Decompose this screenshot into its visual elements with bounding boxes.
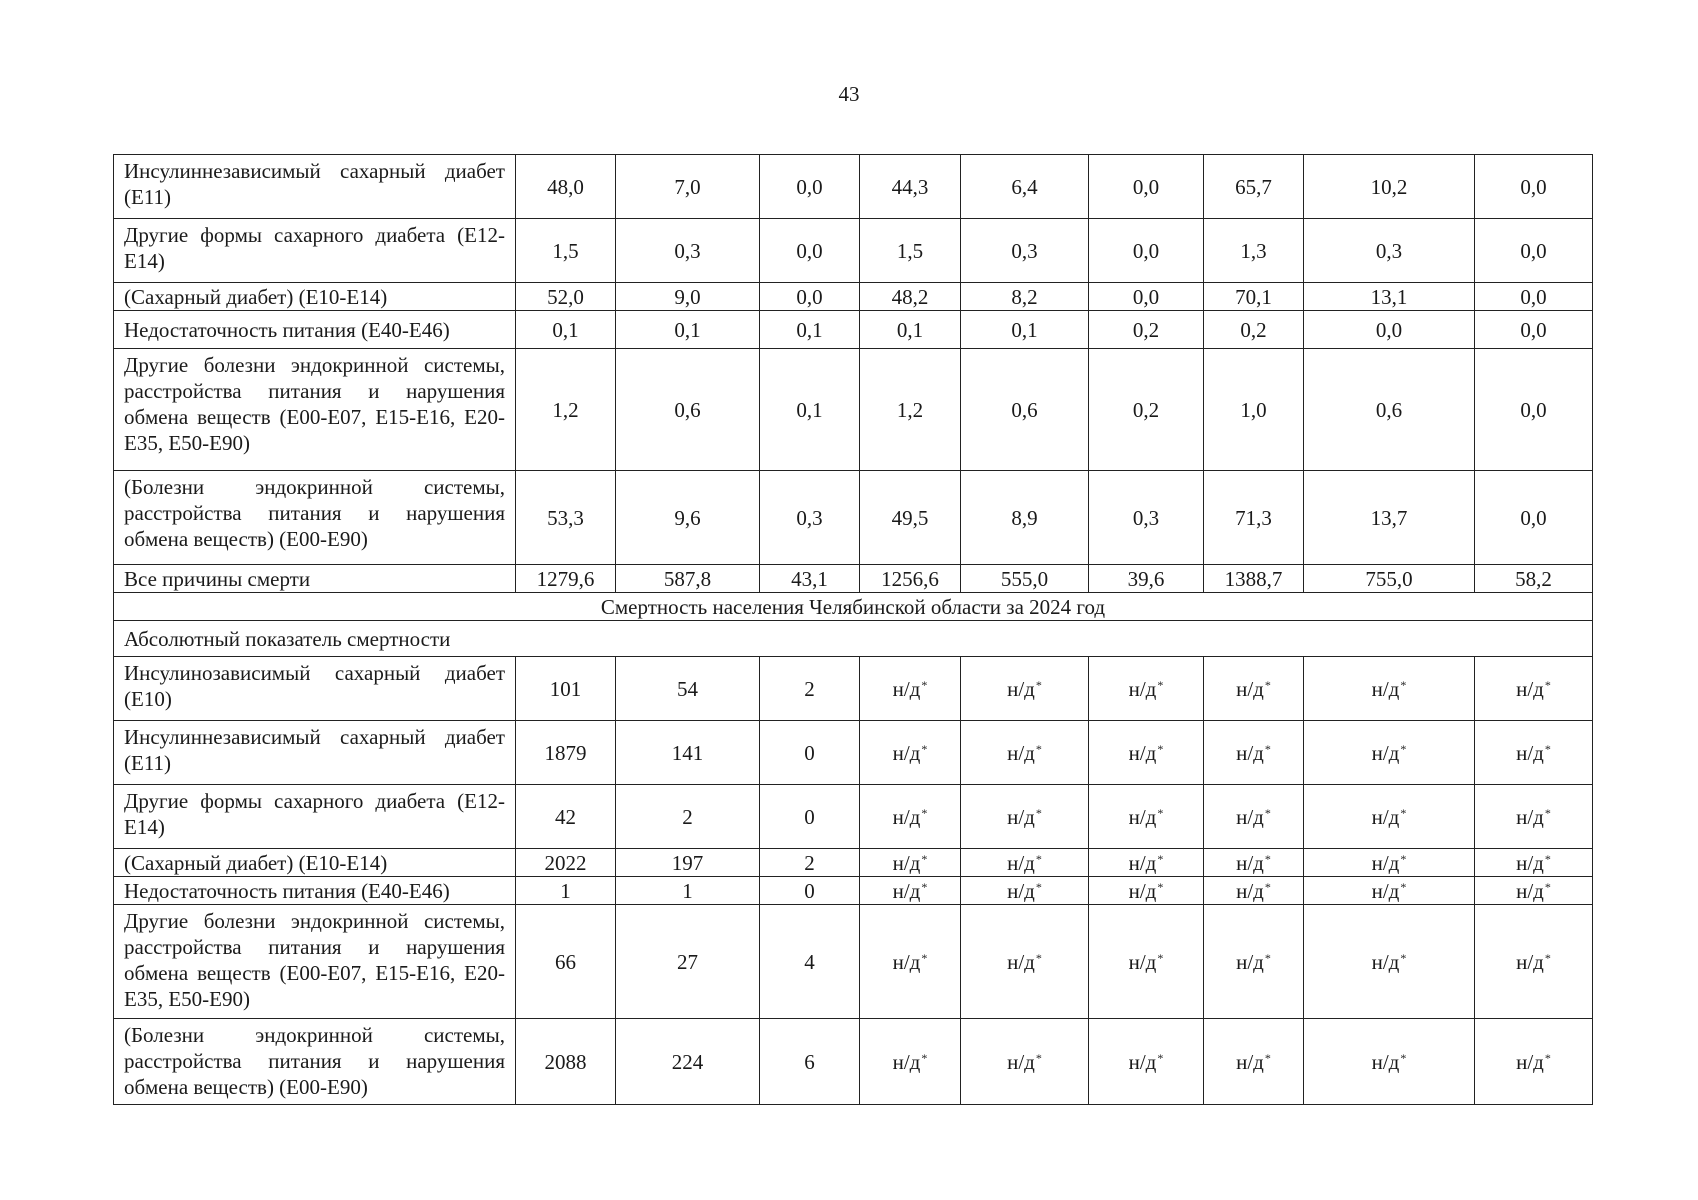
section-row <box>114 593 1593 621</box>
table-cell: 2 <box>760 849 860 877</box>
table-cell: 0,1 <box>516 311 616 349</box>
table-cell: 0,1 <box>760 349 860 471</box>
no-data-value: н/д <box>1371 878 1400 903</box>
footnote-mark: * <box>1544 741 1551 756</box>
no-data-value: н/д <box>1371 850 1400 875</box>
footnote-mark: * <box>1544 1050 1551 1065</box>
table-cell <box>1089 657 1204 721</box>
no-data-value: н/д <box>892 949 921 974</box>
table-cell: 0,1 <box>760 311 860 349</box>
table-cell: 1,2 <box>516 349 616 471</box>
table-cell: 0,2 <box>1089 311 1204 349</box>
table-cell <box>1089 849 1204 877</box>
table-cell: 1,0 <box>1204 349 1304 471</box>
table-cell: 0 <box>760 721 860 785</box>
footnote-mark: * <box>1544 805 1551 820</box>
table-cell: 49,5 <box>860 471 961 565</box>
table-row <box>114 785 1593 849</box>
table-cell: 0,3 <box>1304 219 1475 283</box>
table-cell <box>1204 905 1304 1019</box>
row-label: Недостаточность питания (Е40-Е46) <box>114 311 516 349</box>
no-data-value: н/д <box>1007 740 1035 765</box>
row-label: Инсулиннезависимый сахарный диабет (Е11) <box>114 155 516 219</box>
table-cell: 197 <box>616 849 760 877</box>
table-cell: 44,3 <box>860 155 961 219</box>
footnote-mark: * <box>921 741 928 756</box>
footnote-mark: * <box>1157 879 1164 894</box>
table-cell <box>860 657 961 721</box>
no-data-value: н/д <box>1236 740 1264 765</box>
row-label: Другие болезни эндокринной системы, расстройства питания и нарушения обмена веществ (Е00-Е07, Е15-Е16, Е20-Е35, Е50-Е90) <box>114 349 516 471</box>
table-cell: 2 <box>760 657 860 721</box>
table-cell <box>961 657 1089 721</box>
footnote-mark: * <box>1400 805 1407 820</box>
table-cell: 8,9 <box>961 471 1089 565</box>
table-cell: 0,0 <box>760 155 860 219</box>
table-cell: 0,0 <box>760 283 860 311</box>
no-data-value: н/д <box>1128 949 1157 974</box>
table-row <box>114 471 1593 565</box>
table-cell: 66 <box>516 905 616 1019</box>
footnote-mark: * <box>1544 677 1551 692</box>
table-cell: 1,5 <box>516 219 616 283</box>
row-label: Другие болезни эндокринной системы, расстройства питания и нарушения обмена веществ (Е00-Е07, Е15-Е16, Е20-Е35, Е50-Е90) <box>114 905 516 1019</box>
table-cell: 27 <box>616 905 760 1019</box>
table-cell: 0,0 <box>1475 349 1593 471</box>
table-row <box>114 849 1593 877</box>
no-data-value: н/д <box>1128 740 1157 765</box>
footnote-mark: * <box>1400 741 1407 756</box>
table-cell: 71,3 <box>1204 471 1304 565</box>
table-cell <box>1304 721 1475 785</box>
no-data-value: н/д <box>1128 850 1157 875</box>
table-cell: 4 <box>760 905 860 1019</box>
table-cell: 0,1 <box>860 311 961 349</box>
table-cell <box>860 877 961 905</box>
table-cell <box>860 905 961 1019</box>
table-row <box>114 219 1593 283</box>
table-cell <box>1204 1019 1304 1105</box>
table-cell <box>1089 877 1204 905</box>
footnote-mark: * <box>921 805 928 820</box>
no-data-value: н/д <box>1128 878 1157 903</box>
table-cell: 0,0 <box>760 219 860 283</box>
table-cell: 48,0 <box>516 155 616 219</box>
footnote-mark: * <box>1400 851 1407 866</box>
footnote-mark: * <box>1264 879 1271 894</box>
table-row <box>114 905 1593 1019</box>
table-cell: 141 <box>616 721 760 785</box>
table-cell: 9,0 <box>616 283 760 311</box>
table-cell: 42 <box>516 785 616 849</box>
page-number: 43 <box>838 82 860 106</box>
footnote-mark: * <box>1157 1050 1164 1065</box>
footnote-mark: * <box>1157 851 1164 866</box>
row-label: Все причины смерти <box>114 565 516 593</box>
table-cell: 1,5 <box>860 219 961 283</box>
table-cell: 0,6 <box>616 349 760 471</box>
table-cell <box>1204 657 1304 721</box>
table-cell: 1,3 <box>1204 219 1304 283</box>
table-cell <box>1475 905 1593 1019</box>
table-cell <box>961 1019 1089 1105</box>
footnote-mark: * <box>921 1050 928 1065</box>
no-data-value: н/д <box>1236 949 1264 974</box>
footnote-mark: * <box>1544 851 1551 866</box>
table-cell: 0,1 <box>616 311 760 349</box>
table-cell: 0,0 <box>1089 155 1204 219</box>
no-data-value: н/д <box>1128 676 1157 701</box>
no-data-value: н/д <box>1371 676 1400 701</box>
footnote-mark: * <box>1035 950 1042 965</box>
no-data-value: н/д <box>892 676 921 701</box>
no-data-value: н/д <box>892 740 921 765</box>
row-label: Недостаточность питания (Е40-Е46) <box>114 877 516 905</box>
table-cell <box>1304 785 1475 849</box>
footnote-mark: * <box>1264 851 1271 866</box>
table-cell: 0,0 <box>1475 155 1593 219</box>
table-row <box>114 877 1593 905</box>
absolute-mortality-body <box>114 657 1593 1105</box>
table-cell: 2088 <box>516 1019 616 1105</box>
footnote-mark: * <box>1264 950 1271 965</box>
table-cell: 0 <box>760 877 860 905</box>
footnote-mark: * <box>921 851 928 866</box>
table-cell <box>1475 721 1593 785</box>
table-cell: 1 <box>616 877 760 905</box>
table-cell: 8,2 <box>961 283 1089 311</box>
row-label: (Сахарный диабет) (Е10-Е14) <box>114 849 516 877</box>
table-cell <box>1204 721 1304 785</box>
footnote-mark: * <box>1035 677 1042 692</box>
table-cell <box>961 877 1089 905</box>
no-data-value: н/д <box>892 1049 921 1074</box>
no-data-value: н/д <box>1516 740 1544 765</box>
table-cell <box>860 721 961 785</box>
table-cell <box>1089 721 1204 785</box>
table-cell <box>1089 1019 1204 1105</box>
footnote-mark: * <box>1035 805 1042 820</box>
footnote-mark: * <box>1035 879 1042 894</box>
footnote-mark: * <box>1264 805 1271 820</box>
table-cell: 0,0 <box>1475 219 1593 283</box>
table-cell <box>1304 1019 1475 1105</box>
footnote-mark: * <box>1035 851 1042 866</box>
footnote-mark: * <box>1157 805 1164 820</box>
table-cell: 6 <box>760 1019 860 1105</box>
table-cell <box>1304 905 1475 1019</box>
no-data-value: н/д <box>1516 1049 1544 1074</box>
table-cell <box>1204 849 1304 877</box>
table-cell: 0,0 <box>1475 311 1593 349</box>
footnote-mark: * <box>921 677 928 692</box>
table-cell: 0,0 <box>1475 283 1593 311</box>
footnote-mark: * <box>1544 950 1551 965</box>
table-cell <box>1475 877 1593 905</box>
row-label: (Болезни эндокринной системы, расстройства питания и нарушения обмена веществ) (Е00-Е90) <box>114 1019 516 1105</box>
row-label: Инсулинозависимый сахарный диабет (Е10) <box>114 657 516 721</box>
footnote-mark: * <box>1035 1050 1042 1065</box>
table-cell <box>961 905 1089 1019</box>
no-data-value: н/д <box>892 850 921 875</box>
no-data-value: н/д <box>1516 676 1544 701</box>
table-cell: 58,2 <box>1475 565 1593 593</box>
row-label: Другие формы сахарного диабета (Е12-Е14) <box>114 219 516 283</box>
row-label: (Болезни эндокринной системы, расстройства питания и нарушения обмена веществ) (Е00-Е90) <box>114 471 516 565</box>
table-cell <box>1475 657 1593 721</box>
footnote-mark: * <box>1264 1050 1271 1065</box>
footnote-mark: * <box>1400 950 1407 965</box>
table-cell <box>1475 849 1593 877</box>
table-row <box>114 721 1593 785</box>
table-cell: 0,3 <box>616 219 760 283</box>
footnote-mark: * <box>1400 1050 1407 1065</box>
table-cell <box>1204 785 1304 849</box>
no-data-value: н/д <box>1371 949 1400 974</box>
no-data-value: н/д <box>1516 949 1544 974</box>
table-cell: 0,6 <box>1304 349 1475 471</box>
table-cell: 587,8 <box>616 565 760 593</box>
table-cell: 10,2 <box>1304 155 1475 219</box>
table-cell: 70,1 <box>1204 283 1304 311</box>
table-row <box>114 155 1593 219</box>
table-cell: 6,4 <box>961 155 1089 219</box>
table-cell: 0,0 <box>1304 311 1475 349</box>
table-cell <box>1304 877 1475 905</box>
no-data-value: н/д <box>1128 1049 1157 1074</box>
table-cell: 0,0 <box>1089 219 1204 283</box>
no-data-value: н/д <box>1236 676 1264 701</box>
no-data-value: н/д <box>1007 949 1035 974</box>
table-cell: 1279,6 <box>516 565 616 593</box>
table-cell <box>1204 877 1304 905</box>
no-data-value: н/д <box>892 804 921 829</box>
table-cell: 52,0 <box>516 283 616 311</box>
table-row <box>114 349 1593 471</box>
footnote-mark: * <box>921 950 928 965</box>
table-cell: 0 <box>760 785 860 849</box>
footnote-mark: * <box>1264 741 1271 756</box>
table-cell: 1,2 <box>860 349 961 471</box>
table-cell <box>961 785 1089 849</box>
table-cell: 101 <box>516 657 616 721</box>
table-cell: 54 <box>616 657 760 721</box>
section-row <box>114 621 1593 657</box>
no-data-value: н/д <box>1007 1049 1035 1074</box>
no-data-value: н/д <box>1516 850 1544 875</box>
table-cell: 7,0 <box>616 155 760 219</box>
table-cell: 0,3 <box>760 471 860 565</box>
table-cell: 755,0 <box>1304 565 1475 593</box>
table-row <box>114 283 1593 311</box>
table-cell <box>1475 1019 1593 1105</box>
table-cell: 65,7 <box>1204 155 1304 219</box>
table-cell: 224 <box>616 1019 760 1105</box>
table-cell: 39,6 <box>1089 565 1204 593</box>
row-label: Инсулиннезависимый сахарный диабет (Е11) <box>114 721 516 785</box>
table-cell: 2 <box>616 785 760 849</box>
no-data-value: н/д <box>892 878 921 903</box>
table-row <box>114 657 1593 721</box>
no-data-value: н/д <box>1371 1049 1400 1074</box>
footnote-mark: * <box>1400 879 1407 894</box>
no-data-value: н/д <box>1007 804 1035 829</box>
table-row <box>114 1019 1593 1105</box>
table-cell: 9,6 <box>616 471 760 565</box>
no-data-value: н/д <box>1236 804 1264 829</box>
footnote-mark: * <box>1157 950 1164 965</box>
table-cell: 43,1 <box>760 565 860 593</box>
footnote-mark: * <box>1400 677 1407 692</box>
footnote-mark: * <box>1544 879 1551 894</box>
table-cell: 0,6 <box>961 349 1089 471</box>
no-data-value: н/д <box>1371 804 1400 829</box>
no-data-value: н/д <box>1236 1049 1264 1074</box>
table-cell: 0,2 <box>1089 349 1204 471</box>
row-label: (Сахарный диабет) (Е10-Е14) <box>114 283 516 311</box>
no-data-value: н/д <box>1007 850 1035 875</box>
table-cell <box>1475 785 1593 849</box>
table-cell: 13,7 <box>1304 471 1475 565</box>
no-data-value: н/д <box>1128 804 1157 829</box>
mortality-table <box>113 154 1593 1105</box>
table-cell: 48,2 <box>860 283 961 311</box>
table-cell <box>1304 849 1475 877</box>
footnote-mark: * <box>1157 677 1164 692</box>
no-data-value: н/д <box>1007 878 1035 903</box>
no-data-value: н/д <box>1007 676 1035 701</box>
table-row <box>114 311 1593 349</box>
table-cell <box>1304 657 1475 721</box>
table-cell <box>1089 785 1204 849</box>
footnote-mark: * <box>1157 741 1164 756</box>
table-cell: 0,3 <box>961 219 1089 283</box>
no-data-value: н/д <box>1371 740 1400 765</box>
footnote-mark: * <box>1035 741 1042 756</box>
no-data-value: н/д <box>1236 878 1264 903</box>
table-cell: 0,0 <box>1089 283 1204 311</box>
table-cell: 53,3 <box>516 471 616 565</box>
footnote-mark: * <box>921 879 928 894</box>
table-cell <box>860 849 961 877</box>
section-title: Смертность населения Челябинской области за 2024 год <box>114 593 1593 621</box>
table-cell: 1388,7 <box>1204 565 1304 593</box>
table-cell: 1 <box>516 877 616 905</box>
table-cell: 0,0 <box>1475 471 1593 565</box>
table-cell: 13,1 <box>1304 283 1475 311</box>
table-cell: 0,1 <box>961 311 1089 349</box>
footnote-mark: * <box>1264 677 1271 692</box>
table-cell <box>961 721 1089 785</box>
no-data-value: н/д <box>1516 804 1544 829</box>
no-data-value: н/д <box>1236 850 1264 875</box>
table-cell: 0,3 <box>1089 471 1204 565</box>
table-cell: 555,0 <box>961 565 1089 593</box>
table-cell <box>860 1019 961 1105</box>
table-cell: 1879 <box>516 721 616 785</box>
row-label: Другие формы сахарного диабета (Е12-Е14) <box>114 785 516 849</box>
table-cell <box>961 849 1089 877</box>
table-row <box>114 565 1593 593</box>
table-cell: 0,2 <box>1204 311 1304 349</box>
table-cell: 2022 <box>516 849 616 877</box>
table-cell <box>860 785 961 849</box>
no-data-value: н/д <box>1516 878 1544 903</box>
subsection-title: Абсолютный показатель смертности <box>114 621 1593 657</box>
table-cell <box>1089 905 1204 1019</box>
table-cell: 1256,6 <box>860 565 961 593</box>
